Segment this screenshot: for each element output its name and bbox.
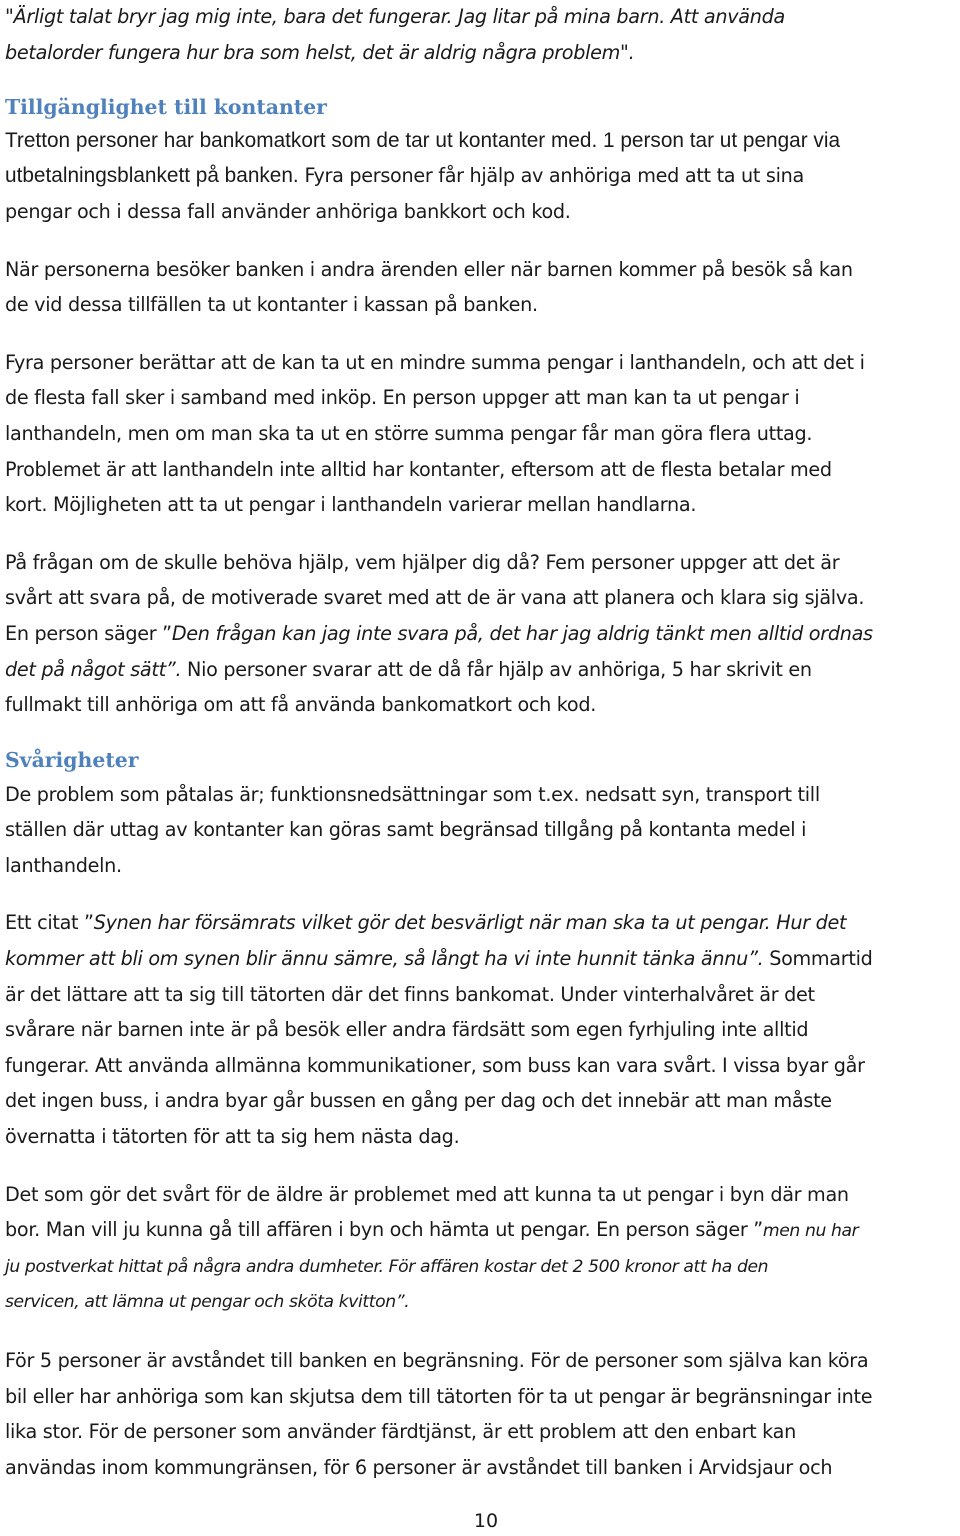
paragraph-8	[5, 1343, 957, 1485]
paragraph-line: När personerna besöker banken i andra ärenden eller när barnen kommer på besök så kan	[5, 257, 853, 281]
paragraph-7	[5, 1177, 957, 1321]
paragraph-line	[5, 158, 957, 194]
paragraph-line: övernatta i tätorten för att ta sig hem nästa dag.	[5, 1125, 460, 1149]
quote-segment: Den frågan kan jag inte svara på, det har jag aldrig tänkt men alltid ordnas	[171, 621, 873, 645]
paragraph-line: De problem som påtalas är; funktionsnedsättningar som t.ex. nedsatt syn, transport till	[5, 782, 820, 806]
quote-line: ju postverkat hittat på några andra dumheter. För affären kostar det 2 500 kronor att ha den	[5, 1256, 769, 1277]
paragraph-line: användas inom kommungränsen, för 6 personer är avståndet till banken i Arvidsjaur och	[5, 1455, 833, 1479]
quote-segment: Synen har försämrats vilket gör det besvärligt när man ska ta ut pengar. Hur det	[93, 911, 847, 935]
paragraph-segment: Sommartid	[763, 947, 873, 971]
paragraph-line: svårare när barnen inte är på besök eller andra färdsätt som egen fyrhjuling inte alltid	[5, 1018, 809, 1042]
paragraph-segment: Ett citat ”	[5, 911, 94, 935]
paragraph-segment: Nio personer svarar att de då får hjälp av anhöriga, 5 har skrivit en	[181, 657, 812, 681]
paragraph-line	[5, 941, 957, 977]
paragraph-line: På frågan om de skulle behöva hjälp, vem hjälper dig då? Fem personer uppger att det är	[5, 550, 840, 574]
quote-paragraph	[5, 0, 957, 70]
paragraph-line: fungerar. Att använda allmänna kommunikationer, som buss kan vara svårt. I vissa byar går	[5, 1053, 865, 1077]
paragraph-line: Fyra personer berättar att de kan ta ut en mindre summa pengar i lanthandeln, och att det i	[5, 350, 865, 374]
paragraph-section1	[5, 124, 957, 229]
quote-segment: men nu har	[762, 1221, 859, 1242]
paragraph-line: ställen där uttag av kontanter kan göras samt begränsad tillgång på kontanta medel i	[5, 818, 807, 842]
paragraph-line: är det lättare att ta sig till tätorten där det finns bankomat. Under vinterhalvåret är det	[5, 982, 815, 1006]
paragraph-line: pengar och i dessa fall använder anhöriga bankkort och kod.	[5, 199, 571, 223]
paragraph-line: bil eller har anhöriga som kan skjutsa dem till tätorten för ta ut pengar är begränsningar inte	[5, 1384, 873, 1408]
document-page	[5, 0, 957, 1485]
paragraph-line: Det som gör det svårt för de äldre är problemet med att kunna ta ut pengar i byn där man	[5, 1182, 849, 1206]
paragraph-line: de vid dessa tillfällen ta ut kontanter i kassan på banken.	[5, 293, 538, 317]
paragraph-line	[5, 1212, 957, 1250]
paragraph-segment: En person säger ”	[5, 621, 172, 645]
paragraph-3	[5, 345, 957, 523]
quote-line: "Ärligt talat bryr jag mig inte, bara det fungerar. Jag litar på mina barn. Att använda	[5, 5, 785, 28]
paragraph-line: Tretton personer har bankomatkort som de tar ut kontanter med. 1 person tar ut pengar via	[5, 129, 841, 153]
paragraph-line: lika stor. För de personer som använder färdtjänst, är ett problem att den enbart kan	[5, 1420, 796, 1444]
paragraph-line	[5, 652, 957, 688]
quote-line: servicen, att lämna ut pengar och sköta kvitton”.	[5, 1292, 410, 1313]
paragraph-line: lanthandeln.	[5, 853, 122, 877]
paragraph-segment: utbetalningsblankett på banken.	[5, 164, 299, 188]
paragraph-4	[5, 545, 957, 723]
paragraph-2	[5, 252, 957, 323]
page-number: 10	[473, 1510, 499, 1532]
quote-line: betalorder fungera hur bra som helst, det är aldrig några problem".	[5, 40, 635, 64]
quote-segment: kommer att bli om synen blir ännu sämre, så långt ha vi inte hunnit tänka ännu”.	[5, 947, 764, 971]
paragraph-line: de flesta fall sker i samband med inköp. En person uppger att man kan ta ut pengar i	[5, 386, 800, 410]
section-heading-tillganglighet: Tillgänglighet till kontanter	[5, 95, 327, 120]
section-heading-svarigheter: Svårigheter	[5, 747, 139, 772]
paragraph-line: kort. Möjligheten att ta ut pengar i lanthandeln varierar mellan handlarna.	[5, 493, 697, 517]
paragraph-segment: Fyra personer får hjälp av anhöriga med att ta ut sina	[298, 164, 804, 188]
paragraph-line: Problemet är att lanthandeln inte alltid har kontanter, eftersom att de flesta betalar med	[5, 457, 832, 481]
quote-segment: det på något sätt”.	[5, 657, 182, 681]
paragraph-6	[5, 905, 957, 1154]
paragraph-line: svårt att svara på, de motiverade svaret med att de är vana att planera och klara sig själva.	[5, 586, 865, 610]
paragraph-section2	[5, 777, 957, 884]
paragraph-line	[5, 905, 957, 941]
paragraph-line: För 5 personer är avståndet till banken en begränsning. För de personer som själva kan köra	[5, 1349, 869, 1373]
paragraph-line	[5, 616, 957, 652]
paragraph-line: lanthandeln, men om man ska ta ut en större summa pengar får man göra flera uttag.	[5, 421, 813, 445]
paragraph-line: det ingen buss, i andra byar går bussen en gång per dag och det innebär att man måste	[5, 1089, 832, 1113]
paragraph-line: fullmakt till anhöriga om att få använda bankomatkort och kod.	[5, 693, 597, 717]
paragraph-segment: bor. Man vill ju kunna gå till affären i byn och hämta ut pengar. En person säger ”	[5, 1218, 763, 1242]
